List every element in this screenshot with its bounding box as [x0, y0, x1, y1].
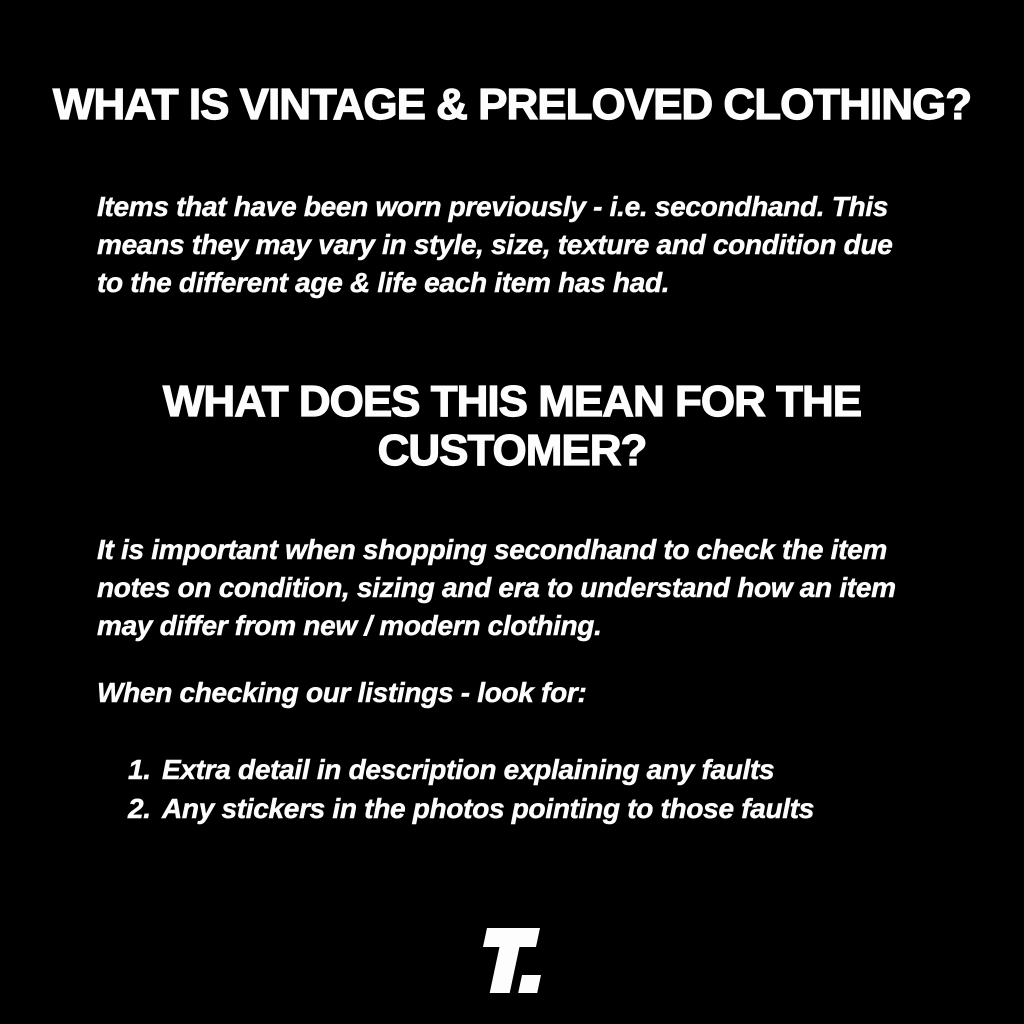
list-item-number: 1. [128, 754, 151, 785]
page-title-line: WHAT IS VINTAGE & PRELOVED CLOTHING? [52, 80, 972, 129]
listings-intro [97, 674, 587, 712]
intro-paragraph-line: to the different age & life each item has had. [97, 267, 670, 298]
section-subheading-line: CUSTOMER? [377, 426, 647, 475]
fault-list [128, 750, 814, 828]
customer-paragraph [97, 531, 896, 645]
list-item [128, 789, 814, 828]
section-subheading-line: WHAT DOES THIS MEAN FOR THE [162, 377, 862, 426]
list-item-text: Any stickers in the photos pointing to those faults [162, 793, 815, 824]
intro-paragraph-line: Items that have been worn previously - i.e. secondhand. This [97, 191, 889, 222]
list-item [128, 750, 814, 789]
brand-logo-t-icon [477, 928, 549, 994]
intro-paragraph-line: means they may vary in style, size, texture and condition due [97, 229, 893, 260]
page-title [0, 80, 1024, 129]
customer-paragraph-line: may differ from new / modern clothing. [97, 610, 602, 641]
customer-paragraph-line: notes on condition, sizing and era to understand how an item [97, 572, 896, 603]
list-item-number: 2. [128, 793, 151, 824]
section-subheading [0, 377, 1024, 475]
customer-paragraph-line: It is important when shopping secondhand to check the item [97, 534, 888, 565]
listings-intro-line: When checking our listings - look for: [97, 677, 587, 708]
intro-paragraph [97, 188, 893, 302]
list-item-text: Extra detail in description explaining any faults [162, 754, 775, 785]
